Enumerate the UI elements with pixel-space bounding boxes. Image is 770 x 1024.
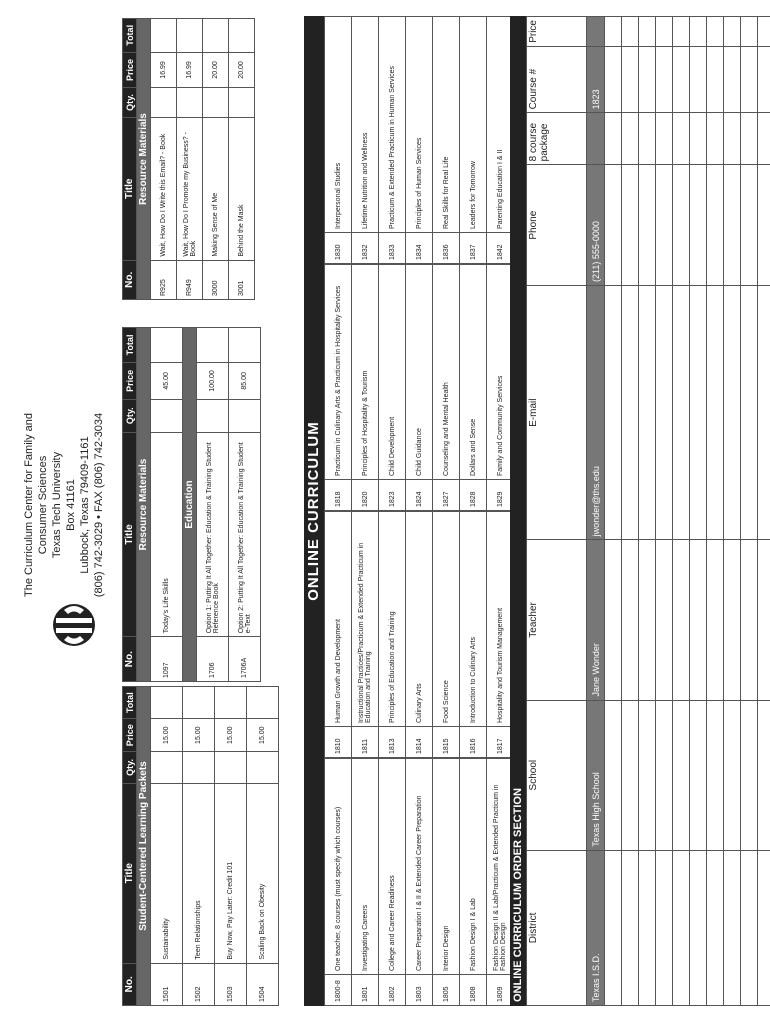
item-title: Scaling Back on Obesity (247, 783, 279, 963)
district-field[interactable] (673, 850, 690, 1005)
course-field[interactable] (690, 46, 707, 113)
price-field[interactable] (690, 17, 707, 47)
course-no: 1801 (352, 975, 379, 1006)
course-title: Hospitality and Tourism Management (487, 512, 514, 727)
price-field[interactable] (622, 17, 639, 47)
email-field[interactable] (656, 286, 673, 540)
example-price (587, 17, 605, 47)
resource-materials-table-2 (122, 18, 255, 300)
course-title: Interior Design (433, 759, 460, 975)
table-row (379, 265, 406, 511)
course-no: 1814 (406, 727, 433, 758)
price-field[interactable] (656, 17, 673, 47)
course-title: Human Growth and Development (325, 512, 352, 727)
order-table (526, 16, 770, 1006)
qty-field[interactable] (183, 751, 215, 783)
teacher-field[interactable] (639, 540, 656, 700)
item-no: R949 (177, 260, 203, 299)
course-no: 1810 (325, 727, 352, 758)
teacher-field[interactable] (724, 540, 741, 700)
table-row (325, 265, 352, 511)
course-title: Introduction to Culinary Arts (460, 512, 487, 727)
table-row (151, 19, 177, 300)
course-no: 1834 (406, 233, 433, 264)
district-field[interactable] (656, 850, 673, 1005)
course-no: 1837 (460, 233, 487, 264)
example-email: jwonder@ths.edu (587, 286, 605, 540)
table-row (406, 17, 433, 264)
order-section-panel (510, 16, 770, 1006)
district-field[interactable] (622, 850, 639, 1005)
school-field[interactable] (656, 700, 673, 850)
header-address-block (22, 390, 117, 620)
course-no: 1842 (487, 233, 514, 264)
item-no: 1502 (183, 963, 215, 1005)
item-no: 1706A (229, 637, 261, 682)
package-field[interactable] (656, 113, 673, 165)
order-header-teacher: Teacher (527, 540, 587, 700)
col-header-no: No. (123, 637, 137, 682)
student-packets-table (122, 686, 279, 1006)
item-price: 16.99 (151, 52, 177, 87)
item-no: 3000 (203, 260, 229, 299)
phone-field[interactable] (690, 165, 707, 286)
table-row (215, 687, 247, 1006)
qty-field[interactable] (229, 88, 255, 118)
phone-field[interactable] (758, 165, 770, 286)
teacher-field[interactable] (741, 540, 758, 700)
section-title: Resource Materials (137, 19, 151, 300)
price-field[interactable] (758, 17, 770, 47)
course-title: Career Preparation I & II & Extended Career Preparation (406, 759, 433, 975)
total-field[interactable] (177, 19, 203, 53)
package-field[interactable] (690, 113, 707, 165)
section-title: Resource Materials (137, 328, 151, 682)
order-example-row (587, 17, 605, 1006)
teacher-field[interactable] (656, 540, 673, 700)
course-field[interactable] (605, 46, 622, 113)
email-field[interactable] (707, 286, 724, 540)
col-header-no: No. (123, 260, 137, 299)
price-field[interactable] (639, 17, 656, 47)
course-no: 1828 (460, 480, 487, 511)
table-row (379, 512, 406, 758)
course-title: Fashion Design I & Lab (460, 759, 487, 975)
course-title: Principles of Education and Training (379, 512, 406, 727)
course-title: Practicum & Extended Practicum in Human Services (379, 17, 406, 233)
course-no: 1833 (379, 233, 406, 264)
course-title: Dollars and Sense (460, 265, 487, 480)
item-title: Making Sense of Me (203, 117, 229, 260)
table-row (229, 19, 255, 300)
email-field[interactable] (673, 286, 690, 540)
table-row (183, 687, 215, 1006)
teacher-field[interactable] (690, 540, 707, 700)
total-field[interactable] (151, 328, 183, 363)
item-price: 85.00 (229, 362, 261, 399)
table-row (433, 512, 460, 758)
table-row (325, 17, 352, 264)
phone-field[interactable] (673, 165, 690, 286)
package-field[interactable] (605, 113, 622, 165)
col-header-total: Total (123, 687, 137, 719)
course-no: 1827 (433, 480, 460, 511)
table-row (460, 17, 487, 264)
item-price: 15.00 (183, 719, 215, 752)
order-row (673, 17, 690, 1006)
total-field[interactable] (197, 328, 229, 363)
example-course: 1823 (587, 46, 605, 113)
total-field[interactable] (247, 687, 279, 719)
total-field[interactable] (229, 328, 261, 363)
school-field[interactable] (741, 700, 758, 850)
price-field[interactable] (724, 17, 741, 47)
table-row (352, 17, 379, 264)
course-title: Principles of Hospitality & Tourism (352, 265, 379, 480)
order-header-phone: Phone (527, 165, 587, 286)
course-field[interactable] (724, 46, 741, 113)
example-teacher: Jane Wonder (587, 540, 605, 700)
online-column-4 (324, 16, 514, 264)
course-title: Fashion Design II & Lab/Practicum & Extended Practicum in Fashion Design (487, 759, 514, 975)
col-header-title: Title (123, 432, 137, 637)
course-title: Child Development (379, 265, 406, 480)
online-curriculum-panel (304, 16, 514, 1006)
col-header-price: Price (123, 52, 137, 87)
order-row (707, 17, 724, 1006)
course-no: 1803 (406, 975, 433, 1006)
course-field[interactable] (622, 46, 639, 113)
order-header-course: Course # (527, 46, 587, 113)
course-field[interactable] (707, 46, 724, 113)
course-field[interactable] (673, 46, 690, 113)
email-field[interactable] (690, 286, 707, 540)
table-row (460, 512, 487, 758)
phone-field[interactable] (707, 165, 724, 286)
table-row (460, 759, 487, 1006)
school-field[interactable] (673, 700, 690, 850)
item-title: Buy Now, Pay Later: Credit 101 (215, 783, 247, 963)
order-row (690, 17, 707, 1006)
course-no: 1823 (379, 480, 406, 511)
order-row (622, 17, 639, 1006)
course-no: 1808 (460, 975, 487, 1006)
course-title: Child Guidance (406, 265, 433, 480)
course-no: 1813 (379, 727, 406, 758)
header-line: Lubbock, Texas 79409-1161 (79, 436, 91, 574)
course-no: 1809 (487, 975, 514, 1006)
example-school: Texas High School (587, 700, 605, 850)
total-field[interactable] (203, 19, 229, 53)
item-no: 1503 (215, 963, 247, 1005)
phone-field[interactable] (622, 165, 639, 286)
qty-field[interactable] (229, 399, 261, 432)
table-row (177, 19, 203, 300)
total-field[interactable] (151, 687, 183, 719)
table-row (433, 265, 460, 511)
header-line: Texas Tech University (51, 451, 63, 559)
table-row (379, 17, 406, 264)
online-column-3 (324, 264, 514, 511)
phone-field[interactable] (724, 165, 741, 286)
header-line: Box 41161 (65, 479, 77, 531)
item-no: 1097 (151, 637, 183, 682)
course-title: Instructional Practices/Practicum & Extended Practicum in Education and Training (352, 512, 379, 727)
col-header-title: Title (123, 783, 137, 963)
total-field[interactable] (215, 687, 247, 719)
qty-field[interactable] (177, 88, 203, 118)
course-field[interactable] (639, 46, 656, 113)
online-curriculum-title: ONLINE CURRICULUM (304, 16, 324, 1006)
order-row (656, 17, 673, 1006)
course-no: 1818 (325, 480, 352, 511)
school-field[interactable] (707, 700, 724, 850)
table-row (379, 759, 406, 1006)
teacher-field[interactable] (605, 540, 622, 700)
item-no: 3001 (229, 260, 255, 299)
item-no: 1504 (247, 963, 279, 1005)
phone-field[interactable] (656, 165, 673, 286)
district-field[interactable] (758, 850, 770, 1005)
col-header-qty: Qty. (123, 88, 137, 118)
table-row (352, 265, 379, 511)
item-title: Today's Life Skills (151, 432, 183, 637)
course-title: Family and Community Services (487, 265, 514, 480)
course-title: College and Career Readiness (379, 759, 406, 975)
qty-field[interactable] (215, 751, 247, 783)
item-no: 1501 (151, 963, 183, 1005)
email-field[interactable] (758, 286, 770, 540)
teacher-field[interactable] (707, 540, 724, 700)
order-header-price: Price (527, 17, 587, 47)
item-no: 1706 (197, 637, 229, 682)
order-row (758, 17, 770, 1006)
email-field[interactable] (622, 286, 639, 540)
section-title: Student-Centered Learning Packets (137, 687, 151, 1006)
course-title: Real Skills for Real Life (433, 17, 460, 233)
package-field[interactable] (707, 113, 724, 165)
table-row (433, 759, 460, 1006)
col-header-no: No. (123, 963, 137, 1005)
course-no: 1820 (352, 480, 379, 511)
course-title: Food Science (433, 512, 460, 727)
course-title: Lifetime Nutrition and Wellness (352, 17, 379, 233)
table-row (433, 17, 460, 264)
order-row (605, 17, 622, 1006)
order-section-title: ONLINE CURRICULUM ORDER SECTION (510, 16, 526, 1006)
item-price: 15.00 (247, 719, 279, 752)
total-field[interactable] (229, 19, 255, 53)
email-field[interactable] (741, 286, 758, 540)
item-price: 45.00 (151, 362, 183, 399)
table-row (460, 265, 487, 511)
package-field[interactable] (758, 113, 770, 165)
col-header-total: Total (123, 19, 137, 53)
table-row (151, 328, 183, 682)
order-row (724, 17, 741, 1006)
item-no: R925 (151, 260, 177, 299)
course-title: Counseling and Mental Health (433, 265, 460, 480)
col-header-price: Price (123, 362, 137, 399)
resource-materials-panel-1 (122, 327, 261, 682)
teacher-field[interactable] (758, 540, 770, 700)
price-field[interactable] (741, 17, 758, 47)
qty-field[interactable] (151, 751, 183, 783)
course-field[interactable] (741, 46, 758, 113)
order-header-email: E-mail (527, 286, 587, 540)
course-title: Interpersonal Studies (325, 17, 352, 233)
table-row (406, 759, 433, 1006)
table-row (406, 265, 433, 511)
col-header-qty: Qty. (123, 399, 137, 432)
example-package (587, 113, 605, 165)
qty-field[interactable] (203, 88, 229, 118)
teacher-field[interactable] (673, 540, 690, 700)
total-field[interactable] (183, 687, 215, 719)
col-header-price: Price (123, 719, 137, 752)
online-column-1 (324, 758, 514, 1006)
course-no: 1832 (352, 233, 379, 264)
price-field[interactable] (673, 17, 690, 47)
item-title: Teen Relationships (183, 783, 215, 963)
course-no: 1829 (487, 480, 514, 511)
table-row (406, 512, 433, 758)
qty-field[interactable] (151, 88, 177, 118)
email-field[interactable] (639, 286, 656, 540)
school-field[interactable] (605, 700, 622, 850)
package-field[interactable] (639, 113, 656, 165)
course-no: 1805 (433, 975, 460, 1006)
table-row (229, 328, 261, 682)
school-field[interactable] (622, 700, 639, 850)
course-title: Principles of Human Services (406, 17, 433, 233)
course-no: 1811 (352, 727, 379, 758)
col-header-title: Title (123, 117, 137, 260)
item-price: 15.00 (151, 719, 183, 752)
col-header-qty: Qty. (123, 751, 137, 783)
example-district: Texas I.S.D. (587, 850, 605, 1005)
order-row (639, 17, 656, 1006)
student-packets-panel (122, 686, 279, 1006)
item-title: Wait, How Do I Promote my Business? - Book (177, 117, 203, 260)
table-row (352, 759, 379, 1006)
item-title: Sustainability (151, 783, 183, 963)
header-line: The Curriculum Center for Family and (23, 413, 35, 598)
package-field[interactable] (622, 113, 639, 165)
col-header-total: Total (123, 328, 137, 363)
online-column-2 (324, 511, 514, 758)
total-field[interactable] (151, 19, 177, 53)
course-title: Investigating Careers (352, 759, 379, 975)
item-title: Option 1: Putting It All Together: Education & Training Student Reference Book (197, 432, 229, 637)
package-field[interactable] (673, 113, 690, 165)
district-field[interactable] (690, 850, 707, 1005)
order-header-district: District (527, 850, 587, 1005)
resource-materials-table-1 (122, 327, 261, 682)
table-row (247, 687, 279, 1006)
district-field[interactable] (741, 850, 758, 1005)
item-title: Option 2: Putting It All Together: Education & Training Student e-Text (229, 432, 261, 637)
order-header-package: 8 course package (527, 113, 587, 165)
item-price: 100.00 (197, 362, 229, 399)
school-field[interactable] (724, 700, 741, 850)
table-row (325, 512, 352, 758)
course-no: 1802 (379, 975, 406, 1006)
school-field[interactable] (639, 700, 656, 850)
table-row (197, 328, 229, 682)
subsection-title: Education (183, 328, 197, 682)
item-title: Wait, How Do I Write this Email? - Book (151, 117, 177, 260)
course-no: 1817 (487, 727, 514, 758)
price-field[interactable] (605, 17, 622, 47)
course-no: 1824 (406, 480, 433, 511)
district-field[interactable] (639, 850, 656, 1005)
header-line: Consumer Sciences (37, 455, 49, 555)
email-field[interactable] (605, 286, 622, 540)
school-field[interactable] (758, 700, 770, 850)
order-row (741, 17, 758, 1006)
course-field[interactable] (656, 46, 673, 113)
phone-field[interactable] (639, 165, 656, 286)
course-no: 1836 (433, 233, 460, 264)
teacher-field[interactable] (622, 540, 639, 700)
course-field[interactable] (758, 46, 770, 113)
course-title: Parenting Education I & II (487, 17, 514, 233)
district-field[interactable] (707, 850, 724, 1005)
course-title: Leaders for Tomorrow (460, 17, 487, 233)
course-title: Practicum in Culinary Arts & Practicum in Hospitality Services (325, 265, 352, 480)
qty-field[interactable] (151, 399, 183, 432)
header-line: (806) 742-3029 • FAX (806) 742-3034 (93, 412, 105, 598)
item-price: 15.00 (215, 719, 247, 752)
table-row (325, 759, 352, 1006)
example-phone: (211) 555-0000 (587, 165, 605, 286)
course-no: 1800-8 (325, 975, 352, 1006)
curriculum-center-logo (50, 600, 98, 650)
course-no: 1815 (433, 727, 460, 758)
package-field[interactable] (741, 113, 758, 165)
qty-field[interactable] (197, 399, 229, 432)
resource-materials-panel-2 (122, 18, 255, 300)
phone-field[interactable] (605, 165, 622, 286)
district-field[interactable] (605, 850, 622, 1005)
course-no: 1816 (460, 727, 487, 758)
course-title: Culinary Arts (406, 512, 433, 727)
email-field[interactable] (724, 286, 741, 540)
district-field[interactable] (724, 850, 741, 1005)
item-price: 20.00 (203, 52, 229, 87)
table-row (203, 19, 229, 300)
item-price: 20.00 (229, 52, 255, 87)
package-field[interactable] (724, 113, 741, 165)
table-row (151, 687, 183, 1006)
phone-field[interactable] (741, 165, 758, 286)
table-row (352, 512, 379, 758)
school-field[interactable] (690, 700, 707, 850)
order-header-school: School (527, 700, 587, 850)
course-no: 1830 (325, 233, 352, 264)
qty-field[interactable] (247, 751, 279, 783)
price-field[interactable] (707, 17, 724, 47)
course-title: One teacher, 8 courses (must specify which courses) (325, 759, 352, 975)
item-price: 16.99 (177, 52, 203, 87)
item-title: Behind the Mask (229, 117, 255, 260)
